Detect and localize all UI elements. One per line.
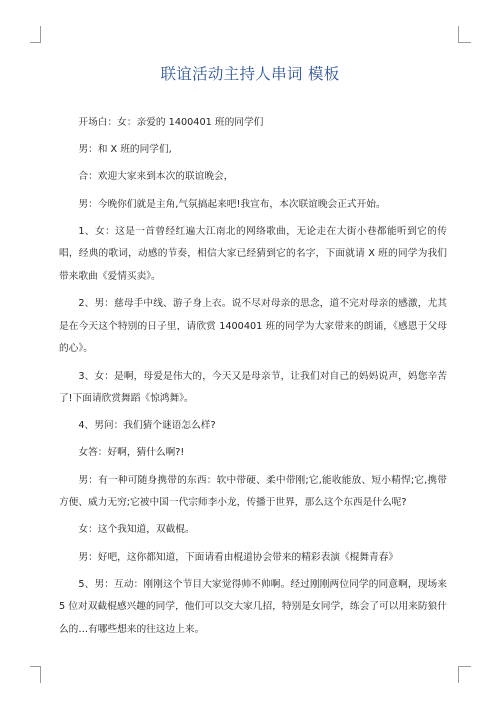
crop-mark-top-right	[458, 26, 471, 43]
paragraph-opening: 开场白：女：亲爱的 1400401 班的同学们	[78, 117, 264, 128]
paragraph: 女：这个我知道，双截棍。	[78, 524, 195, 536]
document-body	[59, 112, 447, 646]
document-title: 联谊活动主持人串词 模板	[160, 65, 340, 83]
paragraph: 男：今晚你们就是主角,气氛搞起来吧!我宣布，本次联谊晚会正式开始。	[78, 198, 386, 210]
crop-mark-bottom-right	[458, 666, 471, 683]
paragraph-program-1: 1、女：这是一首曾经红遍大江南北的网络歌曲，无论走在大街小巷都能听到它的传唱，经典的歌词，动感的节奏，相信大家已经猜到它的名字，下面就请 X 班的同学为我们带来歌曲《爱情买卖》。	[59, 225, 447, 282]
paragraph-program-5: 5、男：互动：刚刚这个节目大家觉得帅不帅啊。经过刚刚两位同学的同意啊，现场来 5 位对双截棍感兴趣的同学，他们可以交大家几招，特别是女同学，练会了可以用来防狼什么的…有哪些想来的往这边上来。	[59, 578, 447, 635]
paragraph: 女答：好啊，猜什么啊?!	[78, 447, 185, 459]
crop-mark-bottom-left	[30, 666, 41, 683]
paragraph: 男：好吧，这你都知道，下面请看由棍道协会带来的精彩表演《棍舞青春》	[78, 551, 399, 563]
paragraph-program-2: 2、男：慈母手中线、游子身上衣。说不尽对母亲的思念，道不完对母亲的感激，尤其是在今天这个特别的日子里，请欣赏 1400401 班的同学为大家带来的朗诵，《感恩于父母的心》。	[59, 298, 447, 355]
paragraph: 合：欢迎大家来到本次的联谊晚会，	[78, 171, 234, 183]
paragraph-program-3: 3、女：是啊，母爱是伟大的，今天又是母亲节，让我们对自己的妈妈说声，妈您辛苦了!下面请欣赏舞蹈《惊鸿舞》。	[59, 370, 447, 405]
crop-mark-top-left	[30, 26, 41, 43]
paragraph-program-4: 4、男问：我们猜个谜语怎么样?	[78, 420, 216, 432]
paragraph-riddle: 男：有一种可随身携带的东西：软中带硬、柔中带刚;它,能收能放、短小精悍;它,携带方便、威力无穷;它被中国一代宗师李小龙，传播于世界，那么这个东西是什么呢?	[59, 474, 447, 509]
paragraph: 男：和 X 班的同学们,	[78, 144, 172, 156]
